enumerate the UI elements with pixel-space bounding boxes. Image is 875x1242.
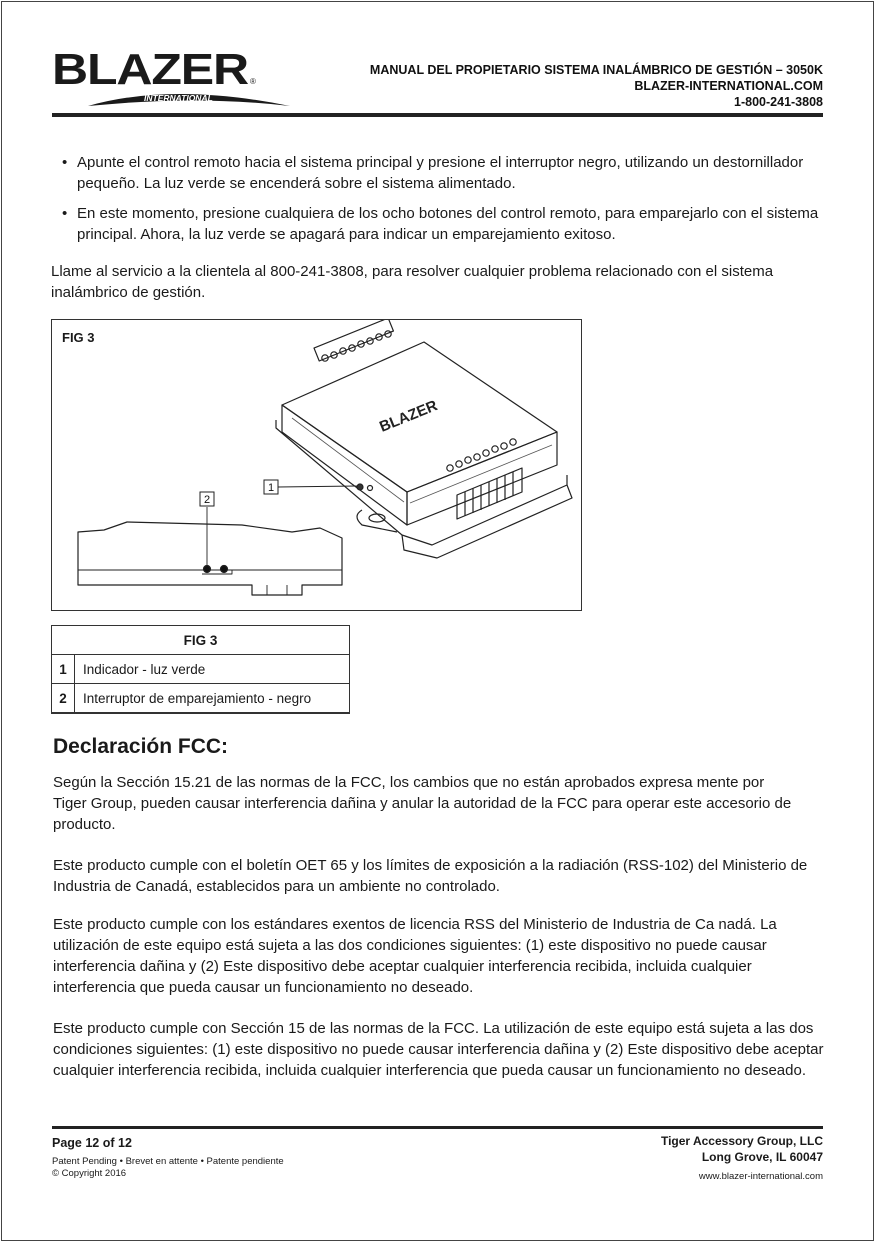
bullet-dot: • [62, 154, 68, 171]
instruction-text: Apunte el control remoto hacia el sistema principal y presione el interruptor negro, utilizando un destornillador pequeño. La luz verde se encenderá sobre el sistema alimentado. [77, 154, 804, 192]
logo-brand: BLAZER [52, 48, 249, 94]
callout-2-label: 2 [203, 494, 211, 506]
footer-rule [52, 1126, 823, 1129]
figure-3 [51, 319, 582, 611]
device-base-view [78, 522, 342, 595]
legend-row [52, 655, 350, 684]
legend-row [52, 684, 350, 714]
patent-note: Patent Pending • Brevet en attente • Patente pendiente [52, 1156, 284, 1167]
header-website: BLAZER-INTERNATIONAL.COM [634, 79, 823, 93]
fcc-paragraph: Según la Sección 15.21 de las normas de la FCC, los cambios que no están aprobados expresa mente por Tiger Group, pueden causar interferencia dañina y anular la autoridad de la FCC para operar este accesorio de producto. [53, 774, 792, 833]
legend-text: Indicador - luz verde [75, 655, 350, 684]
footer-left [52, 1135, 284, 1180]
figure-legend-table [51, 625, 350, 714]
footer-right [661, 1133, 823, 1183]
top-connectors [314, 320, 393, 361]
indicator-led [357, 484, 363, 490]
pairing-switch-contact [221, 566, 228, 573]
legend-num: 1 [52, 655, 75, 684]
instruction-list [62, 152, 832, 254]
service-note: Llame al servicio a la clientela al 800-241-3808, para resolver cualquier problema relacionado con el sistema inalámbrico de gestión. [51, 263, 774, 301]
header-phone: 1-800-241-3808 [734, 95, 823, 109]
bullet-dot: • [62, 205, 68, 222]
page-number: Page 12 of 12 [52, 1136, 132, 1150]
callout-2 [200, 492, 214, 506]
header-rule [52, 113, 823, 117]
legend-text: Interruptor de emparejamiento - negro [75, 684, 350, 714]
instruction-text: En este momento, presione cualquiera de los ocho botones del control remoto, para emparejarlo con el sistema principal. Ahora, la luz verde se apagará para indicar un emparejamiento exitoso. [77, 205, 819, 243]
led-lens [368, 486, 373, 491]
device-illustration [52, 320, 581, 610]
fcc-paragraph: Este producto cumple con el boletín OET 65 y los límites de exposición a la radiación (RSS-102) del Ministerio de Industria de Canadá, establecidos para un ambiente no controlado. [53, 857, 808, 895]
company-name: Tiger Accessory Group, LLC [660, 1134, 823, 1148]
legend-title: FIG 3 [52, 626, 350, 655]
figure-label: FIG 3 [62, 330, 95, 345]
copyright: © Copyright 2016 [52, 1168, 127, 1179]
company-address: Long Grove, IL 60047 [701, 1150, 823, 1164]
blazer-logo [52, 48, 292, 110]
callout-1-label: 1 [267, 482, 275, 494]
instruction-item [62, 152, 832, 194]
header-title: MANUAL DEL PROPIETARIO SISTEMA INALÁMBRICO DE GESTIÓN – 3050K [369, 63, 823, 77]
pairing-switch [204, 566, 211, 573]
fcc-paragraph: Este producto cumple con Sección 15 de las normas de la FCC. La utilización de este equipo está sujeta a las dos condiciones siguientes: (1) este dispositivo no puede causar interferencia dañina y (2) Este dispositivo debe aceptar cualquier interferencia recibida, incluida cualquier interferencia que pueda causar un funcionamiento no deseado. [53, 1020, 824, 1079]
logo-sub: INTERNATIONAL [144, 93, 213, 103]
fcc-heading: Declaración FCC: [53, 735, 229, 758]
footer-website: www.blazer-international.com [698, 1171, 823, 1182]
instruction-item [62, 203, 832, 245]
fcc-paragraph: Este producto cumple con los estándares exentos de licencia RSS del Ministerio de Industria de Ca nadá. La utilización de este equipo está sujeta a las dos condiciones siguientes: (1) este dispositivo no puede causar interferencia dañina y (2) Este dispositivo debe aceptar cualquier interferencia recibida, incluida cualquier interferencia que pueda causar un funcionamiento no deseado. [53, 916, 777, 996]
terminal-block [457, 468, 522, 519]
callout-1 [264, 480, 278, 494]
header-info [370, 62, 823, 110]
device-logo: BLAZER [377, 397, 440, 436]
logo-registered: ® [250, 77, 256, 86]
legend-num: 2 [52, 684, 75, 714]
